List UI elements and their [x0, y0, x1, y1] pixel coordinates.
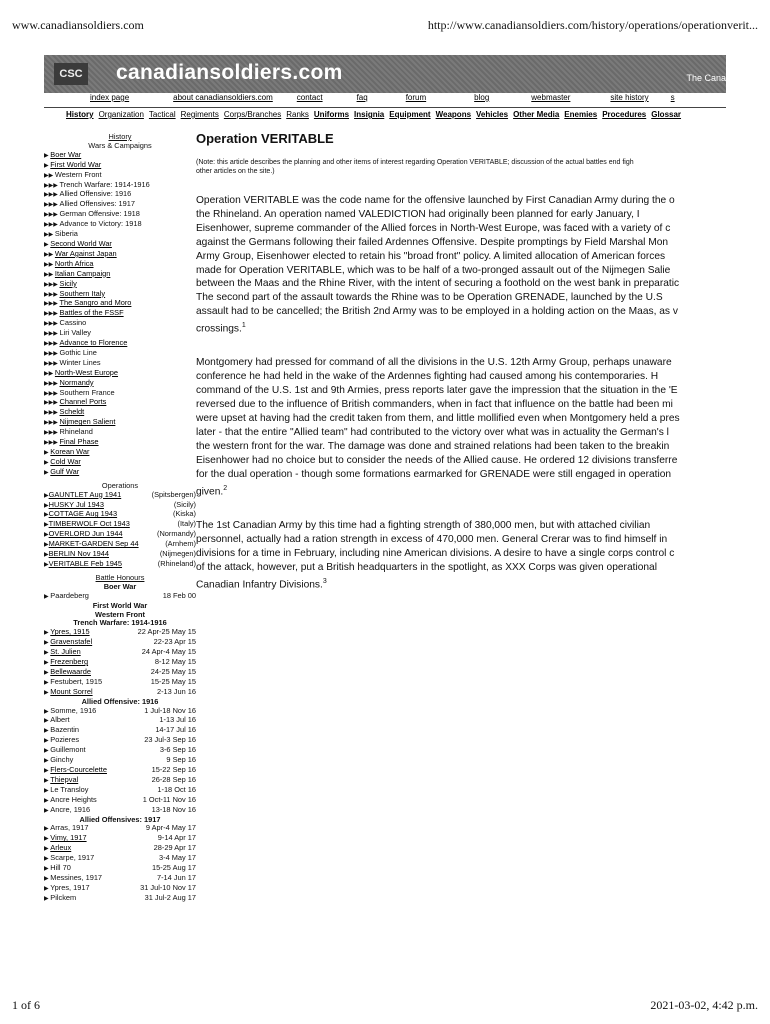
nav-faq[interactable]: faq	[356, 93, 368, 102]
battle-honour-dates: 22 Apr-25 May 15	[137, 627, 196, 637]
sidebar-history-link[interactable]: History	[108, 132, 132, 141]
sidebar-war-label[interactable]: Second World War	[50, 239, 112, 248]
sidebar-war-label: Siberia	[54, 230, 78, 239]
arrow-icon: ▶	[44, 846, 51, 853]
nav-webmaster[interactable]: webmaster	[531, 93, 571, 102]
arrow-icon: ▶	[44, 152, 51, 159]
text-line: Eisenhower had no choice but to consider the needs of the Allied cause. He ordered 12 divisions transferre	[196, 454, 678, 466]
sidebar-war-label: Allied Offensive: 1916	[59, 190, 132, 199]
sidebar-war-item[interactable]	[44, 369, 196, 379]
battle-honour-left	[44, 592, 89, 602]
sidebar-war-item[interactable]	[44, 270, 196, 280]
honours-group-heading: Allied Offensive: 1916	[81, 696, 159, 706]
battle-honour-dates: 1 Oct-11 Nov 16	[142, 794, 196, 804]
print-header-url: http://www.canadiansoldiers.com/history/operations/operationverit...	[427, 18, 758, 32]
battle-honour-name[interactable]: Frezenberg	[50, 657, 89, 667]
arrow-icon: ▶	[44, 502, 49, 509]
arrow-icon: ▶	[44, 826, 51, 833]
sidebar-war-label[interactable]: The Sangro and Moro	[59, 299, 132, 308]
text-line: reversed due to the influence of British commanders, when in fact that influence on the battle had been mi	[196, 399, 673, 411]
arrow-icon: ▶▶▶	[44, 390, 60, 397]
sidebar	[44, 133, 196, 904]
arrow-icon: ▶	[44, 650, 51, 657]
battle-honour-dates: 31 Jul-2 Aug 17	[144, 892, 196, 902]
battle-honour-dates: 23 Jul-3 Sep 16	[144, 735, 196, 745]
section-nav-item[interactable]: Other Media	[513, 110, 560, 119]
sidebar-war-label: Allied Offensives: 1917	[59, 200, 135, 209]
battle-honour-dates: 8-12 May 15	[154, 657, 196, 667]
text-line: personnel, actually had a ration strength in excess of 470,000 men. General Crerar was to find himself in	[196, 533, 668, 545]
text-line: made for Operation VERITABLE, which was to be half of a two-pronged assault out of the Nijmegen Salie	[196, 264, 671, 276]
arrow-icon: ▶▶▶	[44, 291, 60, 298]
sidebar-war-item[interactable]	[44, 468, 196, 478]
text-line: Canadian Infantry Divisions.	[196, 578, 323, 590]
battle-honour-dates: 3-4 May 17	[159, 853, 196, 863]
battle-honour-dates: 1 Jul-18 Nov 16	[144, 705, 196, 715]
csc-logo-badge[interactable]: CSC	[54, 63, 88, 85]
sidebar-war-item	[44, 428, 196, 438]
text-line: against the Germans following their failed Ardennes Offensive. Despite promptings by Field Marshal Mon	[196, 236, 669, 248]
nav-blog[interactable]: blog	[474, 93, 490, 102]
sidebar-war-label[interactable]: Normandy	[59, 378, 94, 387]
sidebar-war-item[interactable]	[44, 240, 196, 250]
sidebar-war-label[interactable]: Advance to Florence	[59, 339, 128, 348]
battle-honour-name[interactable]: Flers-Courcelette	[50, 765, 107, 774]
arrow-icon: ▶▶▶	[44, 341, 60, 348]
arrow-icon: ▶	[44, 561, 49, 568]
arrow-icon: ▶	[44, 718, 51, 725]
sidebar-war-label: Liri Valley	[59, 329, 92, 338]
sidebar-war-item[interactable]	[44, 299, 196, 309]
section-nav-item[interactable]: Corps/Branches	[223, 110, 282, 119]
sidebar-war-item[interactable]	[44, 418, 196, 428]
arrow-icon: ▶	[44, 669, 51, 676]
section-nav-item[interactable]: Organization	[98, 110, 144, 119]
arrow-icon: ▶▶▶	[44, 420, 60, 427]
arrow-icon: ▶▶	[44, 271, 55, 278]
sidebar-war-label[interactable]: Gulf War	[50, 467, 80, 476]
text-line: divisions for a time in February, including nine American divisions. A desire to have a single corps control c	[196, 547, 675, 559]
sidebar-war-label[interactable]: Cold War	[50, 457, 81, 466]
battle-honour-dates: 15-25 May 15	[150, 676, 196, 686]
arrow-icon: ▶▶	[44, 251, 55, 258]
sidebar-war-label[interactable]: Channel Ports	[59, 398, 107, 407]
arrow-icon: ▶	[44, 748, 51, 755]
arrow-icon: ▶▶▶	[44, 311, 60, 318]
battle-honour-name[interactable]: St. Julien	[50, 647, 81, 657]
text-line: Eisenhower, supreme commander of the Allied forces in North-West Europe, was faced with a variety of c	[196, 222, 671, 234]
arrow-icon: ▶	[44, 492, 49, 499]
text-line: assault had to be cancelled; the British 2nd Army was to be employed in a holding action on the Maas, as v	[196, 306, 678, 318]
sidebar-war-label: Trench Warfare: 1914-1916	[59, 180, 150, 189]
honours-group-heading: Allied Offensives: 1917	[79, 814, 161, 824]
sidebar-war-label[interactable]: First World War	[50, 160, 102, 169]
section-nav-item[interactable]: Enemies	[564, 110, 598, 119]
text-line: The 1st Canadian Army by this time had a fighting strength of 380,000 men, but with attached civilian	[196, 519, 651, 531]
arrow-icon: ▶	[44, 875, 51, 882]
battle-honour-name: Paardeberg	[50, 590, 89, 600]
sidebar-war-item[interactable]	[44, 458, 196, 468]
arrow-icon: ▶▶▶	[44, 331, 60, 338]
arrow-icon: ▶▶	[44, 261, 55, 268]
web-page	[44, 55, 726, 975]
text-line: the Rhineland. An operation named VALEDICTION had originally been planned for early January, I	[196, 208, 640, 220]
operation-location: (Rhineland)	[157, 558, 196, 568]
arrow-icon: ▶▶▶	[44, 440, 60, 447]
sidebar-war-item[interactable]	[44, 448, 196, 458]
section-nav-item[interactable]: Tactical	[148, 110, 176, 119]
article-paragraph-1	[196, 194, 726, 336]
battle-honour-name: Bazentin	[50, 725, 80, 735]
text-line: command of the U.S. 1st and 9th Armies, press reports later gave the impression that the situation in the 'E	[196, 385, 678, 397]
battle-honour-dates: 28-29 Apr 17	[153, 843, 196, 853]
honours-group-heading: Boer War	[103, 581, 137, 591]
sidebar-war-label: Gothic Line	[59, 348, 97, 357]
battle-honour-dates: 7-14 Jun 17	[156, 872, 196, 882]
text-line: The second part of the assault towards the Rhine was to be Operation GRENADE, launched by the U.S	[196, 292, 663, 304]
operation-location: (Italy)	[177, 519, 196, 529]
operation-location: (Nijmegen)	[159, 549, 196, 559]
arrow-icon: ▶	[44, 738, 51, 745]
arrow-icon: ▶▶▶	[44, 321, 60, 328]
sidebar-war-label[interactable]: North Africa	[54, 259, 94, 268]
arrow-icon: ▶	[44, 797, 51, 804]
sidebar-war-label[interactable]: Scheldt	[59, 408, 85, 417]
battle-honour-name: Le Transloy	[50, 784, 89, 794]
battle-honour-dates: 1-13 Jul 16	[159, 715, 196, 725]
operation-item[interactable]	[44, 560, 196, 570]
arrow-icon: ▶	[44, 552, 49, 559]
text-line: other articles on the site.)	[196, 168, 275, 175]
sidebar-war-item	[44, 171, 196, 181]
sidebar-war-item[interactable]	[44, 290, 196, 300]
footnote-ref[interactable]: 2	[223, 484, 228, 492]
arrow-icon: ▶	[44, 162, 51, 169]
sidebar-war-item[interactable]	[44, 151, 196, 161]
operation-link[interactable]: TIMBERWOLF Oct 1943	[48, 519, 130, 529]
sidebar-war-item	[44, 349, 196, 359]
section-nav-item[interactable]: Insignia	[354, 110, 385, 119]
main-nav	[44, 93, 726, 108]
arrow-icon: ▶	[44, 459, 51, 466]
section-nav-item[interactable]: Ranks	[286, 110, 309, 119]
sidebar-war-label: Winter Lines	[59, 358, 101, 367]
battle-honour-name: Ancre Heights	[50, 794, 97, 804]
sidebar-war-label: Rhineland	[59, 428, 93, 437]
sidebar-war-item	[44, 359, 196, 369]
sidebar-war-label[interactable]: Italian Campaign	[54, 269, 111, 278]
text-line: were upset at having had the credit taken from them, and little mollified even when Montgomery held a pres	[196, 413, 680, 425]
sidebar-war-label[interactable]: War Against Japan	[54, 249, 117, 258]
battle-honour-name: Albert	[50, 715, 70, 725]
battle-honour-dates: 24 Apr-4 May 15	[141, 647, 196, 657]
sidebar-war-label[interactable]: Southern Italy	[59, 289, 106, 298]
sidebar-war-label: Southern France	[59, 388, 115, 397]
arrow-icon: ▶▶▶	[44, 410, 60, 417]
battle-honours-link[interactable]: Battle Honours	[95, 572, 145, 582]
arrow-icon: ▶	[44, 679, 51, 686]
sidebar-war-item	[44, 210, 196, 220]
sidebar-war-item[interactable]	[44, 161, 196, 171]
operation-location: (Arnhem)	[165, 539, 196, 549]
battle-honour-dates: 15-25 Aug 17	[152, 863, 196, 873]
print-timestamp: 2021-03-02, 4:42 p.m.	[650, 998, 758, 1012]
honours-group-heading: First World War	[92, 600, 148, 610]
arrow-icon: ▶	[44, 768, 51, 774]
honours-list	[44, 583, 196, 904]
arrow-icon: ▶▶▶	[44, 380, 60, 387]
arrow-icon: ▶	[44, 895, 51, 902]
sidebar-war-item	[44, 200, 196, 210]
battle-honour-name: Scarpe, 1917	[50, 853, 95, 863]
arrow-icon: ▶	[44, 630, 51, 637]
operation-link[interactable]: VERITABLE Feb 1945	[48, 558, 123, 568]
arrow-icon: ▶▶	[44, 370, 55, 377]
operation-location: (Normandy)	[156, 529, 196, 539]
text-line: for the dual operation - though some formations earmarked for GRENADE were still engaged in operation	[196, 468, 672, 480]
arrow-icon: ▶▶▶	[44, 222, 60, 229]
text-line: Army Group, Eisenhower elected to retain his "broad front" policy. A limited allocation of American forces	[196, 250, 666, 262]
battle-honour-name[interactable]: Mount Sorrel	[50, 686, 93, 696]
battle-honour-name: Pilckem	[50, 892, 77, 902]
sidebar-war-label[interactable]: Final Phase	[59, 438, 99, 447]
print-header-site: www.canadiansoldiers.com	[12, 18, 144, 32]
operation-link[interactable]: MARKET-GARDEN Sep 44	[48, 539, 139, 549]
sidebar-war-label[interactable]: Battles of the FSSF	[59, 309, 124, 318]
battle-honour-name[interactable]: Gravenstafel	[50, 637, 93, 647]
nav-site-history[interactable]: site history	[610, 93, 649, 102]
sidebar-war-item[interactable]	[44, 339, 196, 349]
arrow-icon: ▶	[44, 241, 51, 248]
arrow-icon: ▶▶▶	[44, 281, 60, 288]
sidebar-war-item	[44, 220, 196, 230]
footnote-ref[interactable]: 3	[322, 577, 327, 585]
section-nav-item[interactable]: Uniforms	[313, 110, 350, 119]
section-nav-item[interactable]: Glossar	[651, 110, 682, 119]
article-paragraph-3	[196, 519, 726, 592]
arrow-icon: ▶▶▶	[44, 360, 60, 367]
operation-left[interactable]	[44, 560, 122, 570]
section-nav-item[interactable]: Equipment	[389, 110, 431, 119]
section-nav-item[interactable]: History	[66, 110, 94, 119]
battle-honour-dates: 2-13 Jun 16	[156, 686, 196, 696]
sidebar-war-item[interactable]	[44, 309, 196, 319]
arrow-icon: ▶	[44, 640, 51, 647]
arrow-icon: ▶▶▶	[44, 350, 60, 357]
text-line: of the attack, however, put a British headquarters in the spotlight, as XXX Corps was given operational	[196, 561, 657, 573]
nav-index-page[interactable]: index page	[90, 93, 130, 102]
arrow-icon: ▶	[44, 807, 51, 814]
battle-honour-dates: 13-18 Nov 16	[151, 804, 196, 814]
arrow-icon: ▶	[44, 758, 51, 765]
battle-honour-dates: 24-25 May 15	[150, 666, 196, 676]
arrow-icon: ▶▶▶	[44, 212, 60, 219]
battle-honour-dates: 1-18 Oct 16	[157, 784, 196, 794]
sidebar-war-label: Advance to Victory: 1918	[59, 220, 142, 229]
operation-link[interactable]: HUSKY Jul 1943	[48, 499, 104, 509]
battle-honour-dates: 22-23 Apr 15	[153, 637, 196, 647]
sidebar-war-item[interactable]	[44, 260, 196, 270]
sidebar-war-item[interactable]	[44, 408, 196, 418]
arrow-icon: ▶	[44, 856, 51, 863]
banner-corner-text: The Cana	[686, 73, 726, 83]
wars-list	[44, 151, 196, 478]
text-line: crossings.	[196, 323, 242, 335]
section-nav-item[interactable]: Vehicles	[476, 110, 509, 119]
arrow-icon: ▶▶▶	[44, 192, 60, 199]
sidebar-war-label: Western Front	[54, 170, 102, 179]
print-header	[12, 18, 758, 36]
article-paragraph-2	[196, 356, 726, 498]
site-logo[interactable]: canadiansoldiers.com	[116, 61, 343, 84]
sidebar-war-item[interactable]	[44, 379, 196, 389]
sidebar-war-item[interactable]	[44, 280, 196, 290]
sidebar-war-label[interactable]: Sicily	[59, 279, 77, 288]
sidebar-war-label[interactable]: Boer War	[50, 150, 82, 159]
operation-location: (Sicily)	[173, 499, 196, 509]
battle-honour-name: Ginchy	[50, 755, 74, 765]
battle-honour-name: Pozieres	[50, 735, 80, 745]
honours-group-heading: Trench Warfare: 1914-1916	[73, 618, 167, 628]
battle-honour-dates: 9-14 Apr 17	[157, 833, 196, 843]
article-note	[196, 158, 726, 176]
text-line: Montgomery had pressed for command of all the divisions in the U.S. 12th Army Group, perhaps unaware	[196, 357, 672, 369]
operations-heading: Operations	[101, 480, 139, 490]
battle-honour-name[interactable]: Vimy, 1917	[50, 833, 87, 843]
arrow-icon: ▶	[44, 787, 51, 794]
battle-honour-left	[44, 894, 76, 904]
operation-link[interactable]: GAUNTLET Aug 1941	[48, 489, 122, 499]
battle-honour-dates: 31 Jul-10 Nov 17	[140, 882, 196, 892]
sidebar-war-item[interactable]	[44, 398, 196, 408]
battle-honour-name[interactable]: Ypres, 1915	[50, 627, 90, 637]
sidebar-war-item[interactable]	[44, 438, 196, 448]
sidebar-war-item	[44, 329, 196, 339]
sidebar-war-item	[44, 181, 196, 191]
battle-honour-dates: 18 Feb 00	[162, 590, 196, 600]
article	[196, 131, 726, 592]
battle-honour-name: Messines, 1917	[50, 872, 103, 882]
battle-honour-name: Arras, 1917	[50, 823, 89, 833]
print-footer	[12, 998, 758, 1014]
arrow-icon: ▶	[44, 469, 51, 476]
battle-honour-dates: 9 Apr-4 May 17	[145, 823, 196, 833]
text-line: (Note: this article describes the planning and other items of interest regarding Operation VERITABLE; discussion of the actual battles end figh	[196, 159, 634, 166]
arrow-icon: ▶▶▶	[44, 202, 60, 209]
arrow-icon: ▶▶▶	[44, 430, 60, 437]
sidebar-war-item	[44, 230, 196, 240]
arrow-icon: ▶	[44, 532, 49, 539]
print-page-count: 1 of 6	[12, 998, 40, 1012]
sidebar-war-item	[44, 389, 196, 399]
arrow-icon: ▶	[44, 836, 51, 843]
operation-link[interactable]: OVERLORD Jun 1944	[48, 529, 123, 539]
battle-honour-name: Festubert, 1915	[50, 676, 103, 686]
operation-link[interactable]: BERLIN Nov 1944	[48, 549, 110, 559]
page-title: Operation VERITABLE	[196, 131, 334, 146]
arrow-icon: ▶	[44, 542, 49, 549]
nav-forum[interactable]: forum	[405, 93, 427, 102]
text-line: Operation VERITABLE was the code name for the offensive launched by First Canadian Army during the o	[196, 195, 675, 206]
text-line: the western front for the war. The damage was done and strained relations had been taken to the breakin	[196, 440, 670, 452]
battle-honour-item	[44, 894, 196, 904]
arrow-icon: ▶▶	[44, 172, 55, 179]
nav-about[interactable]: about canadiansoldiers.com	[173, 93, 273, 102]
arrow-icon: ▶	[44, 660, 51, 667]
arrow-icon: ▶▶▶	[44, 400, 60, 407]
text-line: between the Maas and the Rhine River, with the intent of securing a foothold on the west bank in preparatic	[196, 278, 680, 290]
sidebar-war-label: Cassino	[59, 319, 87, 328]
text-line: later - that the entire "Allied team" had contributed to the victory over what was in actuality the German's l	[196, 426, 669, 438]
arrow-icon: ▶▶▶	[44, 182, 60, 189]
battle-honour-dates: 14-17 Jul 16	[155, 725, 196, 735]
sidebar-war-label[interactable]: Nijmegen Salient	[59, 418, 116, 427]
operations-list	[44, 491, 196, 570]
sidebar-war-label: German Offensive: 1918	[59, 210, 140, 219]
arrow-icon: ▶▶	[44, 232, 55, 239]
arrow-icon: ▶	[44, 728, 51, 735]
honours-group-heading: Western Front	[95, 609, 145, 619]
battle-honour-dates: 9 Sep 16	[166, 755, 196, 765]
nav-more[interactable]: s	[670, 93, 675, 102]
sidebar-war-label[interactable]: Korean War	[50, 448, 90, 456]
battle-honour-dates: 26-28 Sep 16	[151, 774, 196, 784]
arrow-icon: ▶	[44, 450, 51, 456]
section-nav-item[interactable]: Weapons	[435, 110, 472, 119]
sidebar-war-label[interactable]: North-West Europe	[54, 368, 119, 377]
operation-link[interactable]: COTTAGE Aug 1943	[48, 509, 118, 519]
arrow-icon: ▶	[44, 512, 49, 519]
text-line: given.	[196, 486, 224, 497]
arrow-icon: ▶	[44, 708, 51, 715]
sidebar-war-item	[44, 190, 196, 200]
battle-honour-name[interactable]: Thiepval	[50, 774, 79, 784]
section-nav-item[interactable]: Procedures	[602, 110, 647, 119]
arrow-icon: ▶	[44, 689, 51, 696]
footnote-ref[interactable]: 1	[241, 322, 246, 330]
battle-honour-name: Guillemont	[50, 745, 86, 755]
arrow-icon: ▶	[44, 866, 51, 873]
battle-honour-name: Ancre, 1916	[50, 804, 91, 814]
arrow-icon: ▶	[44, 885, 51, 892]
site-banner	[44, 55, 726, 93]
arrow-icon: ▶	[44, 522, 49, 529]
nav-contact[interactable]: contact	[296, 93, 323, 102]
arrow-icon: ▶▶▶	[44, 301, 60, 308]
sidebar-war-item[interactable]	[44, 250, 196, 260]
wars-heading: Wars & Campaigns	[88, 140, 152, 150]
operation-location: (Kiska)	[173, 509, 196, 519]
arrow-icon: ▶	[44, 777, 51, 784]
battle-honour-name[interactable]: Arleux	[50, 843, 72, 853]
battle-honour-dates: 15-22 Sep 16	[151, 765, 196, 774]
section-nav	[66, 110, 726, 124]
sidebar-war-item	[44, 319, 196, 329]
section-nav-item[interactable]: Regiments	[180, 110, 219, 119]
operation-location: (Spitsbergen)	[151, 489, 196, 499]
battle-honour-name: Ypres, 1917	[50, 882, 90, 892]
battle-honour-dates: 3-6 Sep 16	[159, 745, 196, 755]
arrow-icon: ▶	[44, 593, 51, 600]
text-line: conference he had held in the wake of the Ardennes fighting had caused among his contemporaries. H	[196, 371, 659, 383]
battle-honour-name[interactable]: Bellewaarde	[50, 666, 91, 676]
battle-honour-name: Hill 70	[50, 863, 71, 873]
battle-honour-name: Somme, 1916	[50, 705, 97, 715]
